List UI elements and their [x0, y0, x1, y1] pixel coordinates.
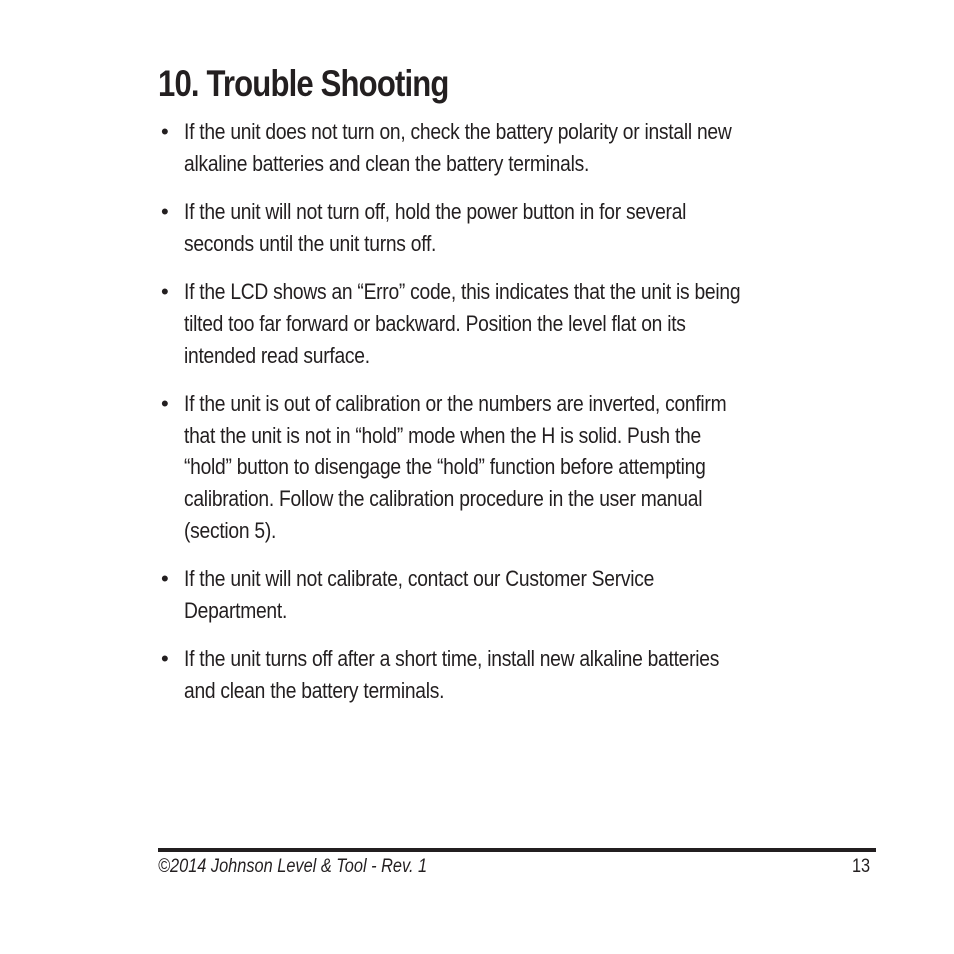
list-item-text: If the unit turns off after a short time, install new alkaline batteries and clean the battery terminals.: [184, 646, 720, 703]
list-item: [158, 388, 878, 546]
list-item: [158, 276, 878, 371]
footer-divider: [158, 848, 876, 852]
bullet-point: •: [161, 279, 169, 305]
bullet-point: •: [161, 566, 169, 592]
bullet-point: •: [161, 391, 169, 417]
section-heading: 10. Trouble Shooting: [158, 63, 449, 104]
list-item-text: If the unit does not turn on, check the battery polarity or install new alkaline batteries and clean the battery terminals.: [184, 119, 732, 176]
bullet-point: •: [161, 199, 169, 225]
list-item-text: If the unit will not calibrate, contact our Customer Service Department.: [184, 566, 655, 623]
list-item: [158, 643, 878, 706]
list-item: [158, 563, 878, 626]
page-number: 13: [851, 856, 870, 877]
list-item-text: If the LCD shows an “Erro” code, this indicates that the unit is being tilted too far forward or backward. Position the level flat on its intended read surface.: [184, 279, 741, 368]
footer-copyright: ©2014 Johnson Level & Tool - Rev. 1: [158, 856, 428, 877]
list-item-text: If the unit is out of calibration or the numbers are inverted, confirm that the unit is not in “hold” mode when the H is solid. Push the “hold” button to disengage the “hold” function before attempting calibration. Follow the calibration procedure in the user manual (section 5).: [184, 391, 727, 543]
bullet-point: •: [161, 646, 169, 672]
list-item: [158, 116, 878, 179]
list-item-text: If the unit will not turn off, hold the power button in for several seconds until the unit turns off.: [184, 199, 687, 256]
bullet-point: •: [161, 119, 169, 144]
list-item: [158, 196, 878, 259]
troubleshooting-list: [158, 116, 878, 724]
